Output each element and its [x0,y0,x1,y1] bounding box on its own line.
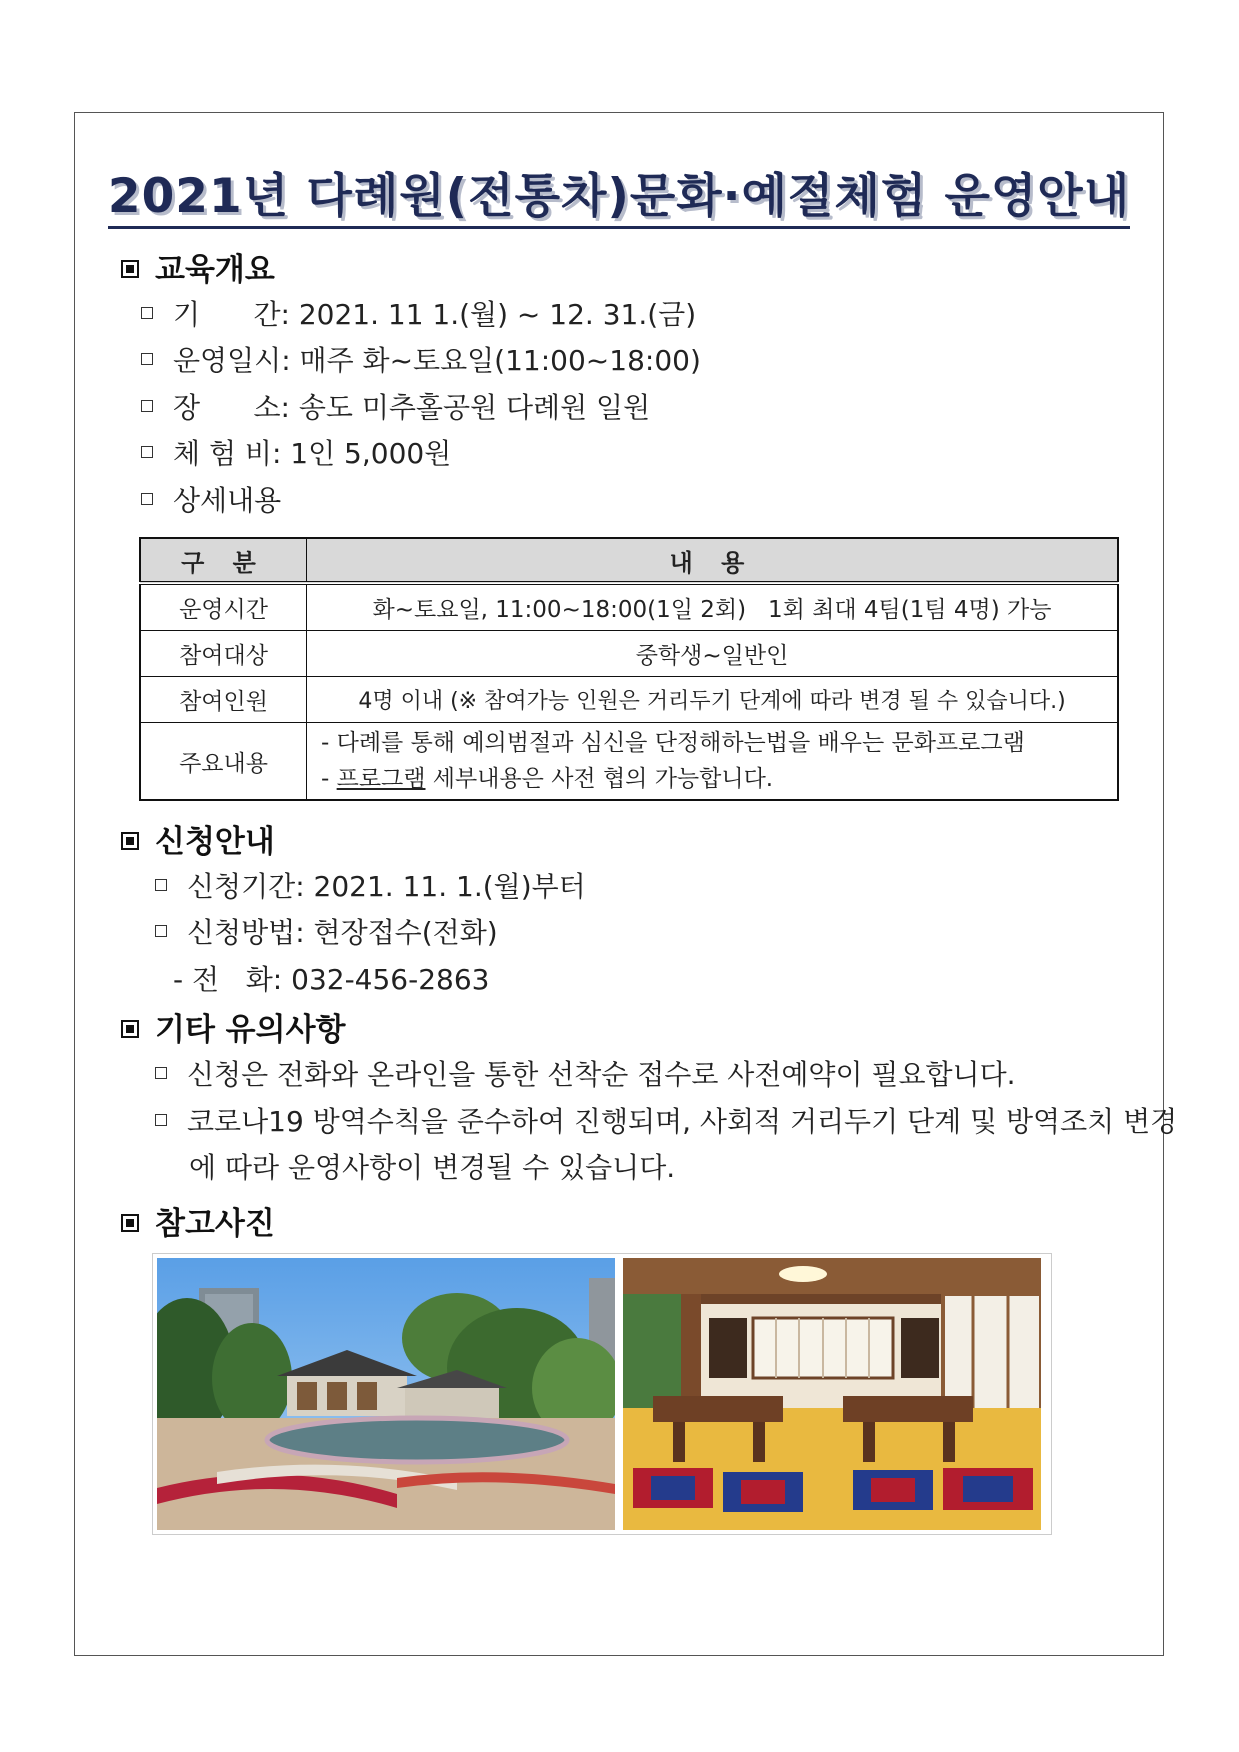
filled-square-icon [121,1214,139,1232]
table-row [140,631,1118,677]
section-heading-photos: 참고사진 [121,1198,275,1243]
overview-item-schedule: 운영일시: 매주 화~토요일(11:00~18:00) [141,339,701,379]
table-header-row [140,538,1118,583]
notes-item-reservation: 신청은 전화와 온라인을 통한 선착순 접수로 사전예약이 필요합니다. [155,1053,1016,1093]
square-bullet-icon [141,353,153,365]
apply-item-method: 신청방법: 현장접수(전화) [155,911,498,951]
page-frame [74,112,1178,1656]
section-heading-apply: 신청안내 [121,816,275,861]
tea-room-illustration [623,1258,1041,1530]
square-bullet-icon [141,400,153,412]
overview-item-period: 기 간: 2021. 11 1.(월) ~ 12. 31.(금) [141,293,696,333]
table-row [140,583,1118,631]
apply-item-period: 신청기간: 2021. 11. 1.(월)부터 [155,865,586,905]
page-title: 2021년 다례원(전통차)문화·예절체험 운영안내 [75,159,1163,226]
main-content-line-1: - 다례를 통해 예의범절과 심신을 단정해하는법을 배우는 문화프로그램 [321,730,1025,756]
square-bullet-icon [155,1067,167,1079]
table-cell-label: 운영시간 [140,583,307,631]
overview-item-fee: 체 험 비: 1인 5,000원 [141,432,451,472]
table-cell-content: 화~토요일, 11:00~18:00(1일 2회) 1회 최대 4팀(1팀 4명) 가능 [307,583,1119,631]
table-cell-content: 중학생~일반인 [307,631,1119,677]
section-heading-notes: 기타 유의사항 [121,1004,345,1049]
overview-item-location: 장 소: 송도 미추홀공원 다례원 일원 [141,386,650,426]
overview-item-details: 상세내용 [141,479,281,519]
table-header-content: 내 용 [307,538,1119,583]
table-cell-content: 4명 이내 (※ 참여가능 인원은 거리두기 단계에 따라 변경 될 수 있습니다.) [307,677,1119,723]
square-bullet-icon [155,1114,167,1126]
filled-square-icon [121,1020,139,1038]
table-cell-label: 주요내용 [140,723,307,801]
table-cell-label: 참여대상 [140,631,307,677]
main-content-line-2: - 프로그램 세부내용은 사전 협의 가능합니다. [321,766,774,792]
square-bullet-icon [155,879,167,891]
filled-square-icon [121,832,139,850]
table-row [140,677,1118,723]
notes-item-covid: 코로나19 방역수칙을 준수하여 진행되며, 사회적 거리두기 단계 및 방역조치 변경에 따라 운영사항이 변경될 수 있습니다. [155,1099,1199,1191]
table-cell-label: 참여인원 [140,677,307,723]
details-table [139,537,1119,801]
apply-phone: - 전 화: 032-456-2863 [173,963,490,996]
photo-tea-room-interior [623,1258,1041,1530]
table-row [140,723,1118,801]
photo-dareawon-exterior [157,1258,615,1530]
square-bullet-icon [141,307,153,319]
table-cell-content [307,723,1119,801]
square-bullet-icon [141,493,153,505]
square-bullet-icon [141,446,153,458]
section-heading-overview: 교육개요 [121,244,275,289]
square-bullet-icon [155,925,167,937]
table-header-category: 구 분 [140,538,307,583]
reference-photos [152,1253,1052,1535]
park-pavilion-illustration [157,1258,615,1530]
filled-square-icon [121,260,139,278]
